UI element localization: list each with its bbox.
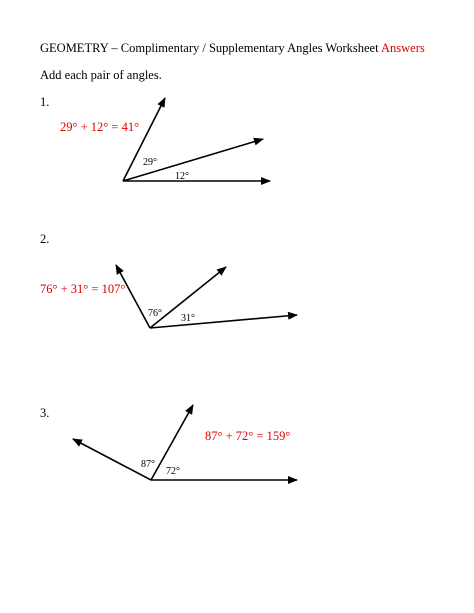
problem-3-number: 3. [40,406,50,420]
problem-3-ray-left [73,439,151,480]
problem-2-ray-middle [150,267,226,328]
problem-3-angle-b: 72° [166,466,180,477]
problem-3-angle-a: 87° [141,459,155,470]
problem-1-answer: 29° + 12° = 41° [60,120,140,134]
title-text: GEOMETRY – Complimentary / Supplementary Angles Worksheet [40,41,379,55]
problem-3-diagram [73,405,297,480]
problem-1-ray-upper [123,98,165,181]
problem-1-number: 1. [40,95,50,109]
problem-2-ray-right [150,315,297,328]
problem-1-angle-a: 29° [143,157,157,168]
problem-3-answer: 87° + 72° = 159° [205,429,291,443]
problem-2-angle-a: 76° [148,308,162,319]
problem-3-ray-middle [151,405,193,480]
problem-1-ray-middle [123,139,263,181]
problem-1-diagram [123,98,270,181]
problem-1-angle-b: 12° [175,171,189,182]
instructions: Add each pair of angles. [40,68,162,82]
problem-2-diagram [116,265,297,328]
answers-label: Answers [380,41,425,55]
problem-2-answer: 76° + 31° = 107° [40,282,126,296]
problem-2-angle-b: 31° [181,313,195,324]
problem-2-ray-left [116,265,150,328]
problem-2-number: 2. [40,232,50,246]
